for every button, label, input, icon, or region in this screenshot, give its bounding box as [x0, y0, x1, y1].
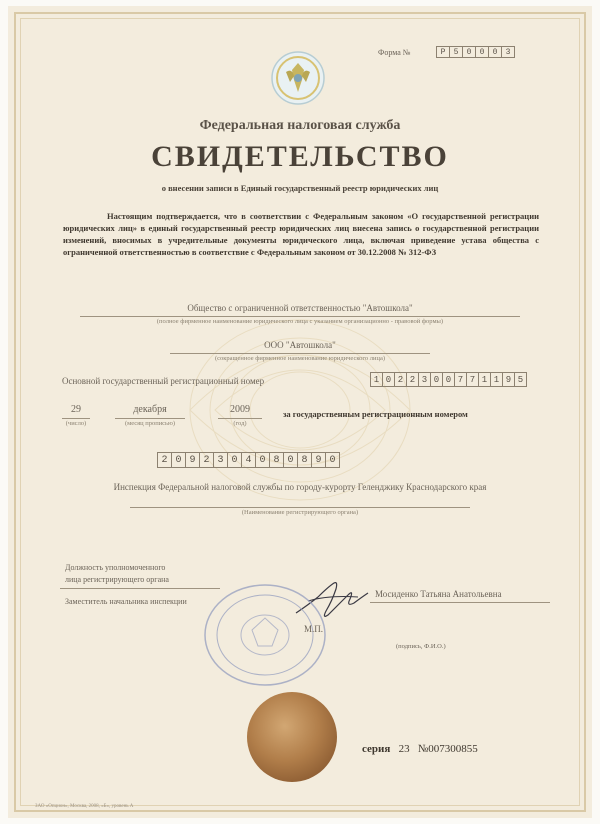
underline [218, 418, 262, 419]
date-month: декабря [133, 404, 167, 415]
underline [60, 588, 220, 589]
grn-digit: 4 [241, 452, 256, 468]
grn-digit: 2 [157, 452, 172, 468]
underline [80, 316, 520, 317]
date-year-hint: (год) [233, 420, 247, 427]
grn-digit: 0 [227, 452, 242, 468]
official-position-caption-1: Должность уполномоченного [65, 563, 166, 572]
date-month-hint: (месяц прописью) [124, 420, 176, 427]
ogrn-digit: 2 [394, 372, 407, 387]
certificate-body: Настоящим подтверждается, что в соответствии с Федеральным законом «О государственной регистрации юридических лиц» в единый государственный реестр юридических лиц внесена запись о государственной регистрации изменений, вносимых в учредительные документы юридического лица, включая приведение устава общества с ограниченной ответственностью в соответствие с Федеральным законом от 30.12.2008 № 312-ФЗ [63, 211, 539, 257]
underline [170, 353, 430, 354]
underline [370, 602, 550, 603]
form-number-digit: 0 [475, 46, 489, 58]
hologram-seal [247, 692, 337, 782]
form-number-digit: 0 [488, 46, 502, 58]
ogrn-digit: 1 [490, 372, 503, 387]
tax-service-emblem [270, 50, 326, 106]
date-day-hint: (число) [65, 420, 87, 427]
ogrn-label: Основной государственный регистрационный номер [62, 376, 265, 386]
grn-digit: 0 [325, 452, 340, 468]
ogrn-digit: 1 [370, 372, 383, 387]
certificate-title: СВИДЕТЕЛЬСТВО [151, 140, 449, 173]
certificate-subtitle: о внесении записи в Единый государственный реестр юридических лиц [161, 183, 439, 193]
ogrn-digit: 0 [382, 372, 395, 387]
form-number-digit: Р [436, 46, 450, 58]
company-full-name-hint: (полное фирменное наименование юридического лица с указанием организационно - правовой формы) [156, 318, 444, 325]
grn-digit: 9 [311, 452, 326, 468]
printer-note: ЗАО «Опцион», Москва, 2008, «Б», уровень А [35, 804, 134, 809]
form-label: Форма № [378, 48, 411, 57]
form-number [436, 46, 514, 58]
underline [62, 418, 90, 419]
official-name: Мосиденко Татьяна Анатольевна [375, 589, 502, 599]
company-short-name-hint: (сокращенное фирменное наименование юридического лица) [214, 355, 386, 362]
grn-digit: 3 [213, 452, 228, 468]
grn-digit: 9 [185, 452, 200, 468]
grn-number [157, 452, 339, 468]
underline [130, 507, 470, 508]
grn-digit: 8 [297, 452, 312, 468]
serial-number: №007300855 [417, 743, 478, 755]
underline [115, 418, 185, 419]
series-code: 23 [398, 743, 410, 755]
stamp-label: М.П. [304, 624, 324, 634]
form-number-digit: 3 [501, 46, 515, 58]
ogrn-digit: 1 [478, 372, 491, 387]
registering-authority: Инспекция Федеральной налоговой службы по городу-курорту Геленджику Краснодарского края [113, 482, 487, 492]
form-number-digit: 0 [462, 46, 476, 58]
ogrn-digit: 9 [502, 372, 515, 387]
ogrn-digit: 7 [454, 372, 467, 387]
grn-digit: 2 [199, 452, 214, 468]
agency-name: Федеральная налоговая служба [199, 118, 401, 133]
series-number [362, 743, 478, 755]
official-position: Заместитель начальника инспекции [65, 597, 187, 606]
registering-authority-hint: (Наименование регистрирующего органа) [241, 509, 359, 516]
ogrn-digit: 0 [442, 372, 455, 387]
registration-number-label: за государственным регистрационным номером [283, 409, 468, 419]
series-label: серия [362, 743, 391, 755]
ogrn-digit: 5 [514, 372, 527, 387]
grn-digit: 0 [255, 452, 270, 468]
ogrn-digit: 0 [430, 372, 443, 387]
grn-digit: 0 [171, 452, 186, 468]
grn-digit: 0 [283, 452, 298, 468]
ogrn-digit: 7 [466, 372, 479, 387]
date-day: 29 [71, 404, 81, 415]
form-number-digit: 5 [449, 46, 463, 58]
company-short-name: ООО "Автошкола" [264, 340, 336, 350]
official-stamp [200, 580, 330, 690]
signature-hint: (подпись, Ф.И.О.) [396, 643, 446, 650]
grn-digit: 8 [269, 452, 284, 468]
ogrn-digit: 2 [406, 372, 419, 387]
official-position-caption-2: лица регистрирующего органа [65, 575, 169, 584]
ogrn-digit: 3 [418, 372, 431, 387]
company-full-name: Общество с ограниченной ответственностью "Автошкола" [187, 303, 413, 313]
ogrn-number [370, 372, 526, 387]
date-year: 2009 [230, 404, 250, 415]
